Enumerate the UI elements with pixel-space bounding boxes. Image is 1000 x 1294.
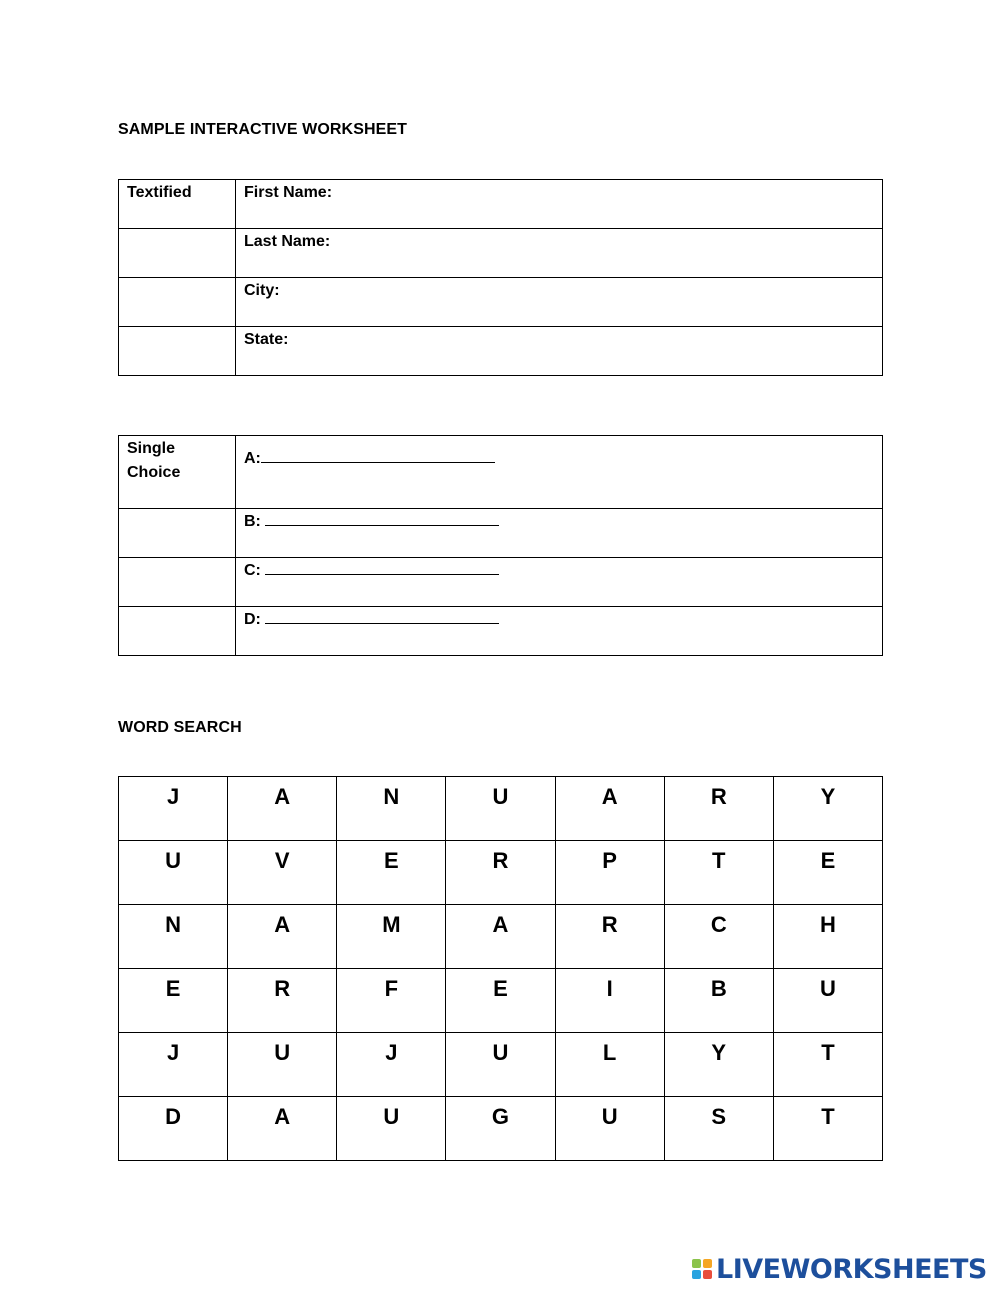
grid-row: [119, 1033, 883, 1097]
option-c-blank[interactable]: [265, 562, 499, 575]
grid-cell[interactable]: U: [555, 1097, 664, 1161]
grid-row: [119, 969, 883, 1033]
single-choice-table: [118, 435, 883, 656]
grid-cell[interactable]: U: [773, 969, 882, 1033]
grid-row: [119, 1097, 883, 1161]
worksheet-title: SAMPLE INTERACTIVE WORKSHEET: [118, 121, 408, 138]
grid-cell[interactable]: E: [773, 841, 882, 905]
grid-cell[interactable]: M: [337, 905, 446, 969]
option-d-label: D:: [244, 611, 261, 628]
grid-cell[interactable]: D: [119, 1097, 228, 1161]
grid-cell[interactable]: U: [228, 1033, 337, 1097]
state-field[interactable]: State:: [236, 327, 883, 376]
logo-text: LIVEWORKSHEETS: [716, 1253, 987, 1285]
grid-cell[interactable]: H: [773, 905, 882, 969]
grid-cell[interactable]: U: [337, 1097, 446, 1161]
last-name-field[interactable]: Last Name:: [236, 229, 883, 278]
grid-cell[interactable]: B: [664, 969, 773, 1033]
grid-cell[interactable]: J: [337, 1033, 446, 1097]
textified-label: Textified: [119, 180, 236, 229]
grid-cell[interactable]: N: [119, 905, 228, 969]
grid-cell[interactable]: T: [664, 841, 773, 905]
empty-cell: [119, 509, 236, 558]
grid-row: [119, 777, 883, 841]
logo-square-blue: [692, 1270, 701, 1279]
grid-cell[interactable]: A: [446, 905, 555, 969]
word-search-grid: [118, 776, 883, 1161]
grid-cell[interactable]: A: [228, 777, 337, 841]
grid-cell[interactable]: I: [555, 969, 664, 1033]
grid-row: [119, 905, 883, 969]
option-d[interactable]: [236, 607, 883, 656]
grid-cell[interactable]: R: [228, 969, 337, 1033]
option-c[interactable]: [236, 558, 883, 607]
grid-cell[interactable]: G: [446, 1097, 555, 1161]
single-choice-label: Single Choice: [119, 436, 236, 509]
grid-cell[interactable]: A: [555, 777, 664, 841]
option-d-blank[interactable]: [265, 611, 499, 624]
empty-cell: [119, 327, 236, 376]
liveworksheets-logo: [692, 1252, 987, 1286]
grid-cell[interactable]: Y: [773, 777, 882, 841]
grid-cell[interactable]: C: [664, 905, 773, 969]
grid-cell[interactable]: N: [337, 777, 446, 841]
logo-square-green: [692, 1259, 701, 1268]
empty-cell: [119, 229, 236, 278]
word-search-title: WORD SEARCH: [118, 719, 242, 736]
logo-icon: [692, 1259, 712, 1279]
first-name-field[interactable]: First Name:: [236, 180, 883, 229]
grid-cell[interactable]: U: [446, 777, 555, 841]
option-b-label: B:: [244, 513, 261, 530]
option-c-label: C:: [244, 562, 261, 579]
logo-square-red: [703, 1270, 712, 1279]
textified-table: [118, 179, 883, 376]
grid-cell[interactable]: J: [119, 777, 228, 841]
grid-cell[interactable]: S: [664, 1097, 773, 1161]
option-b-blank[interactable]: [265, 513, 499, 526]
grid-cell[interactable]: T: [773, 1033, 882, 1097]
grid-cell[interactable]: A: [228, 1097, 337, 1161]
grid-cell[interactable]: U: [119, 841, 228, 905]
empty-cell: [119, 558, 236, 607]
grid-cell[interactable]: V: [228, 841, 337, 905]
grid-row: [119, 841, 883, 905]
logo-square-orange: [703, 1259, 712, 1268]
grid-cell[interactable]: Y: [664, 1033, 773, 1097]
grid-cell[interactable]: A: [228, 905, 337, 969]
option-b[interactable]: [236, 509, 883, 558]
grid-cell[interactable]: P: [555, 841, 664, 905]
option-a-blank[interactable]: [261, 450, 495, 463]
grid-cell[interactable]: R: [446, 841, 555, 905]
grid-cell[interactable]: E: [446, 969, 555, 1033]
grid-cell[interactable]: R: [555, 905, 664, 969]
grid-cell[interactable]: F: [337, 969, 446, 1033]
grid-cell[interactable]: U: [446, 1033, 555, 1097]
grid-cell[interactable]: J: [119, 1033, 228, 1097]
empty-cell: [119, 278, 236, 327]
grid-cell[interactable]: T: [773, 1097, 882, 1161]
city-field[interactable]: City:: [236, 278, 883, 327]
grid-cell[interactable]: E: [119, 969, 228, 1033]
option-a-label: A:: [244, 450, 261, 467]
grid-cell[interactable]: L: [555, 1033, 664, 1097]
option-a[interactable]: [236, 436, 883, 509]
grid-cell[interactable]: R: [664, 777, 773, 841]
grid-cell[interactable]: E: [337, 841, 446, 905]
empty-cell: [119, 607, 236, 656]
